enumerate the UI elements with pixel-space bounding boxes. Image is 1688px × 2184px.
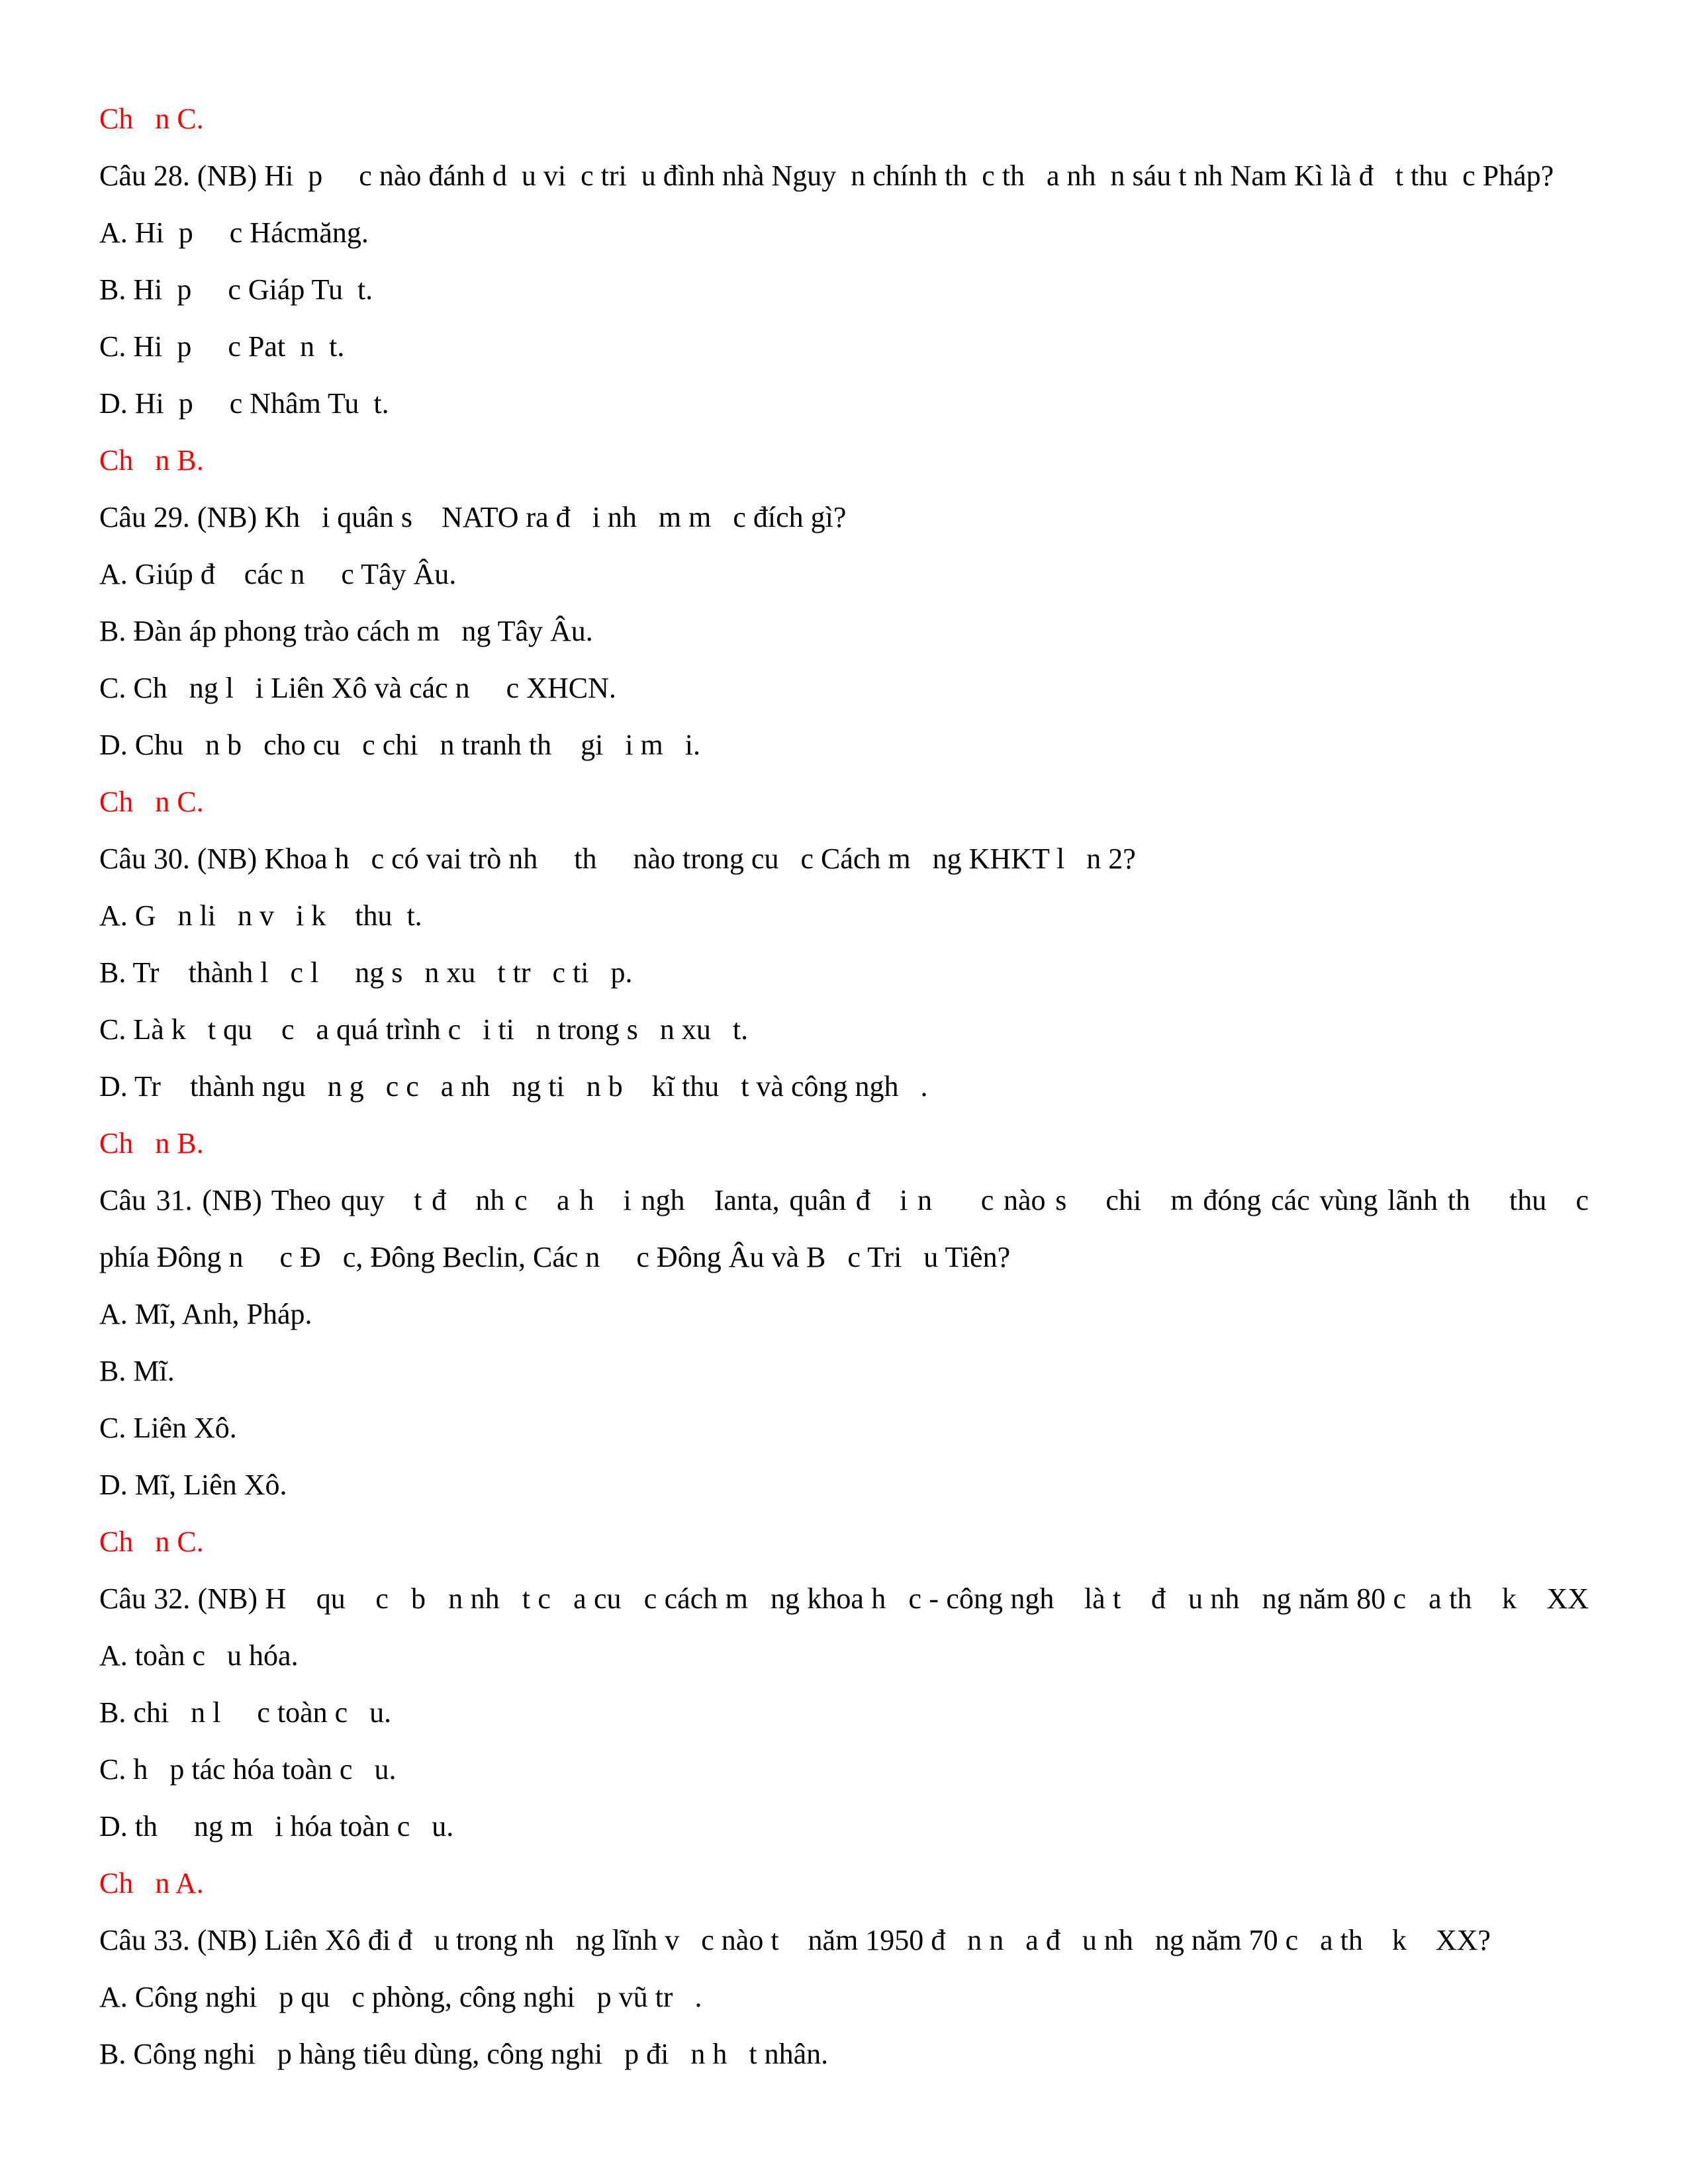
option-line: B. Đàn áp phong trào cách m ng Tây Âu. [99, 615, 593, 647]
option-line: B. Công nghi p hàng tiêu dùng, công nghi p đi n h t nhân. [99, 2038, 829, 2070]
answer-line: Ch n C. [99, 1525, 204, 1558]
question-31: Câu 31. (NB) Theo quy t đ nh c a h i ngh Ianta, quân đ i n c nào s chi m đóng các vùng lãnh th thu c [99, 1184, 1589, 1216]
option-line: C. Liên Xô. [99, 1412, 237, 1444]
question-32: Câu 32. (NB) H qu c b n nh t c a cu c cách m ng khoa h c - công ngh là t đ u nh ng năm 80 c a th k XX [99, 1582, 1589, 1615]
question-29: Câu 29. (NB) Kh i quân s NATO ra đ i nh m m c đích gì? [99, 501, 847, 533]
option-line: B. Mĩ. [99, 1355, 175, 1387]
answer-line: Ch n B. [99, 1127, 204, 1160]
option-line: C. Là k t qu c a quá trình c i ti n trong s n xu t. [99, 1013, 749, 1046]
option-line: A. toàn c u hóa. [99, 1639, 299, 1672]
option-line: B. Tr thành l c l ng s n xu t tr c ti p. [99, 956, 633, 989]
option-line: D. Mĩ, Liên Xô. [99, 1469, 287, 1501]
option-line: A. G n li n v i k thu t. [99, 899, 422, 932]
answer-line: Ch n B. [99, 444, 204, 477]
option-line: A. Giúp đ các n c Tây Âu. [99, 558, 457, 590]
option-line: D. Chu n b cho cu c chi n tranh th gi i m i. [99, 729, 700, 761]
question-31-continued: phía Đông n c Đ c, Đông Beclin, Các n c Đông Âu và B c Tri u Tiên? [99, 1241, 1011, 1273]
option-line: C. Hi p c Pat n t. [99, 330, 345, 363]
option-line: D. Tr thành ngu n g c c a nh ng ti n b kĩ thu t và công ngh . [99, 1070, 928, 1103]
option-line: C. Ch ng l i Liên Xô và các n c XHCN. [99, 672, 616, 704]
option-line: B. chi n l c toàn c u. [99, 1696, 392, 1729]
question-28: Câu 28. (NB) Hi p c nào đánh d u vi c tri u đình nhà Nguy n chính th c th a nh n sáu t nh Nam Kì là đ t thu c Pháp? [99, 159, 1554, 192]
option-line: A. Mĩ, Anh, Pháp. [99, 1298, 312, 1330]
option-line: D. Hi p c Nhâm Tu t. [99, 387, 389, 420]
option-line: C. h p tác hóa toàn c u. [99, 1753, 397, 1786]
question-33: Câu 33. (NB) Liên Xô đi đ u trong nh ng lĩnh v c nào t năm 1950 đ n n a đ u nh ng năm 70 c a th k XX? [99, 1924, 1491, 1956]
answer-line: Ch n C. [99, 103, 204, 135]
option-line: D. th ng m i hóa toàn c u. [99, 1810, 454, 1843]
option-line: A. Hi p c Hácmăng. [99, 216, 369, 249]
option-line: A. Công nghi p qu c phòng, công nghi p vũ tr . [99, 1981, 702, 2013]
answer-line: Ch n A. [99, 1867, 204, 1899]
option-line: B. Hi p c Giáp Tu t. [99, 273, 373, 306]
question-30: Câu 30. (NB) Khoa h c có vai trò nh th nào trong cu c Cách m ng KHKT l n 2? [99, 842, 1136, 875]
answer-line: Ch n C. [99, 786, 204, 818]
